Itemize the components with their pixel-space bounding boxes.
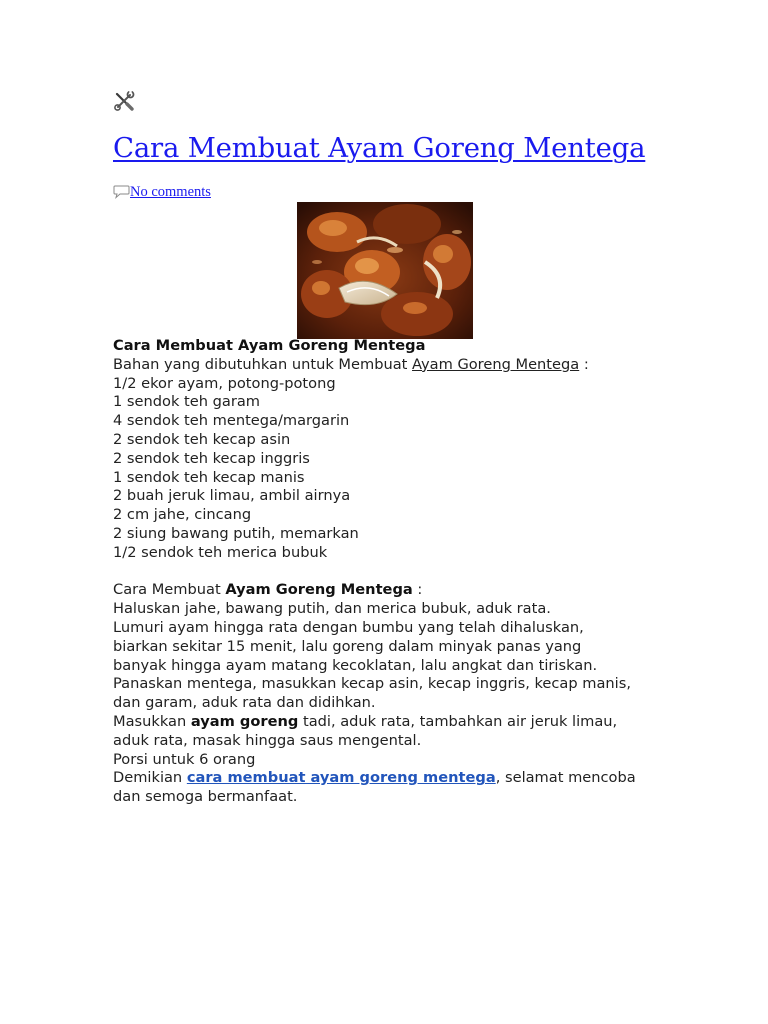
method-heading: Cara Membuat Ayam Goreng Mentega : [113,581,423,599]
ingredients-intro: Bahan yang dibutuhkan untuk Membuat Ayam Goreng Mentega : [113,355,589,373]
method-step: dan garam, aduk rata dan didihkan. [113,694,376,712]
method-step: Lumuri ayam hingga rata dengan bumbu yang telah dihaluskan, [113,618,584,636]
method-step-final: Masukkan ayam goreng tadi, aduk rata, tambahkan air jeruk limau, [113,712,618,730]
ingredient-item: 2 cm jahe, cincang [113,506,252,524]
method-step: aduk rata, masak hingga saus mengental. [113,731,422,749]
closing-text: Demikian cara membuat ayam goreng mentega, selamat mencoba [113,769,636,787]
tools-icon[interactable] [113,91,135,111]
recipe-article [113,337,673,807]
ingredient-item: 2 sendok teh kecap asin [113,430,291,448]
ingredient-item: 2 siung bawang putih, memarkan [113,524,359,542]
ingredient-item: 4 sendok teh mentega/margarin [113,412,350,430]
recipe-heading: Cara Membuat Ayam Goreng Mentega [113,337,426,354]
servings-text: Porsi untuk 6 orang [113,750,256,768]
method-step: banyak hingga ayam matang kecoklatan, lalu angkat dan tiriskan. [113,656,598,674]
comments-row [113,182,211,202]
cara-membuat-link[interactable]: cara membuat ayam goreng mentega [186,769,496,787]
method-step: Panaskan mentega, masukkan kecap asin, kecap inggris, kecap manis, [113,675,631,693]
ingredient-item: 1 sendok teh kecap manis [113,468,305,486]
ingredient-item: 1 sendok teh garam [113,393,260,411]
ingredient-item: 2 buah jeruk limau, ambil airnya [113,487,351,505]
ingredient-item: 1/2 sendok teh merica bubuk [113,543,328,561]
ayam-goreng-mentega-link[interactable]: Ayam Goreng Mentega [412,355,580,373]
method-step: biarkan sekitar 15 menit, lalu goreng dalam minyak panas yang [113,637,582,655]
method-step: Haluskan jahe, bawang putih, dan merica bubuk, aduk rata. [113,600,551,618]
comment-bubble-icon [113,184,130,199]
comments-link[interactable]: No comments [130,183,211,200]
ayam-goreng-mentega-photo [297,202,473,339]
post-title-link[interactable]: Cara Membuat Ayam Goreng Mentega [113,132,646,164]
paragraph-spacer [113,563,673,582]
post-title [113,128,645,168]
ingredient-item: 1/2 ekor ayam, potong-potong [113,374,336,392]
ingredient-item: 2 sendok teh kecap inggris [113,449,310,467]
closing-text-line2: dan semoga bermanfaat. [113,788,298,806]
